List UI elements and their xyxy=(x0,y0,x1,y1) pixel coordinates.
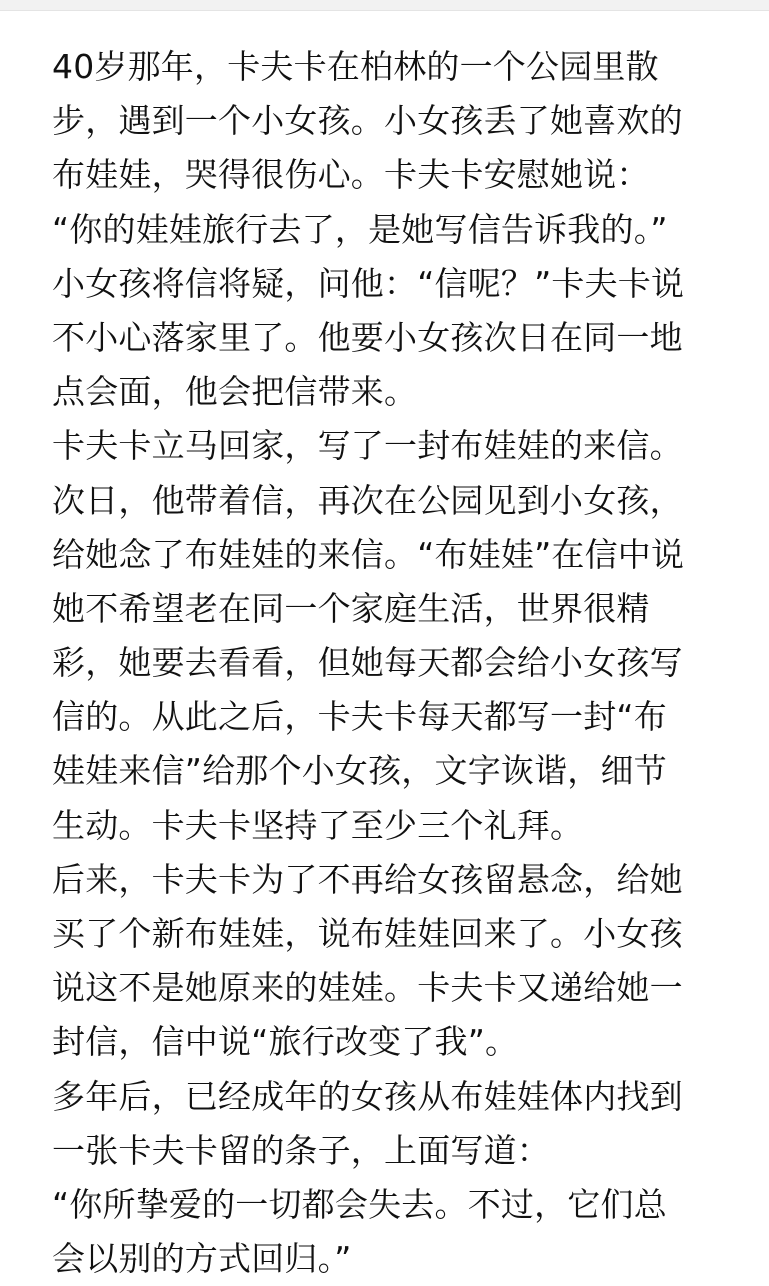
text-line: “你的娃娃旅行去了，是她写信告诉我的。” xyxy=(52,209,668,249)
text-line: 一张卡夫卡留的条子，上面写道： xyxy=(52,1130,550,1170)
text-line: 生动。卡夫卡坚持了至少三个礼拜。 xyxy=(52,805,584,845)
text-line: 点会面，他会把信带来。 xyxy=(52,372,418,412)
text-line: 彩，她要去看看，但她每天都会给小女孩写 xyxy=(52,643,683,683)
text-line: 封信，信中说“旅行改变了我”。 xyxy=(52,1022,519,1062)
text-line: 小女孩将信将疑，问他：“信呢？”卡夫卡说 xyxy=(52,263,685,303)
text-line: 娃娃来信”给那个小女孩，文字诙谐，细节 xyxy=(52,751,667,791)
text-line: 她不希望老在同一个家庭生活，世界很精 xyxy=(52,588,650,628)
text-line: 信的。从此之后，卡夫卡每天都写一封“布 xyxy=(52,697,667,737)
text-line: 给她念了布娃娃的来信。“布娃娃”在信中说 xyxy=(52,534,685,574)
text-line: 步，遇到一个小女孩。小女孩丢了她喜欢的 xyxy=(52,101,683,141)
text-line: 40岁那年，卡夫卡在柏林的一个公园里散 xyxy=(52,47,659,86)
text-line: 会以别的方式回归。” xyxy=(52,1239,352,1279)
text-line: 说这不是她原来的娃娃。卡夫卡又递给她一 xyxy=(52,968,683,1008)
text-line: 卡夫卡立马回家，写了一封布娃娃的来信。 xyxy=(52,426,683,466)
text-line: 布娃娃，哭得很伤心。卡夫卡安慰她说： xyxy=(52,155,650,195)
article-text xyxy=(52,40,732,1286)
text-line: 多年后，已经成年的女孩从布娃娃体内找到 xyxy=(52,1076,683,1116)
text-line: “你所挚爱的一切都会失去。不过，它们总 xyxy=(52,1184,667,1224)
top-divider xyxy=(0,0,769,11)
text-line: 不小心落家里了。他要小女孩次日在同一地 xyxy=(52,317,683,357)
text-line: 后来，卡夫卡为了不再给女孩留悬念，给她 xyxy=(52,859,683,899)
text-line: 次日，他带着信，再次在公园见到小女孩， xyxy=(52,480,683,520)
text-line: 买了个新布娃娃，说布娃娃回来了。小女孩 xyxy=(52,914,683,953)
